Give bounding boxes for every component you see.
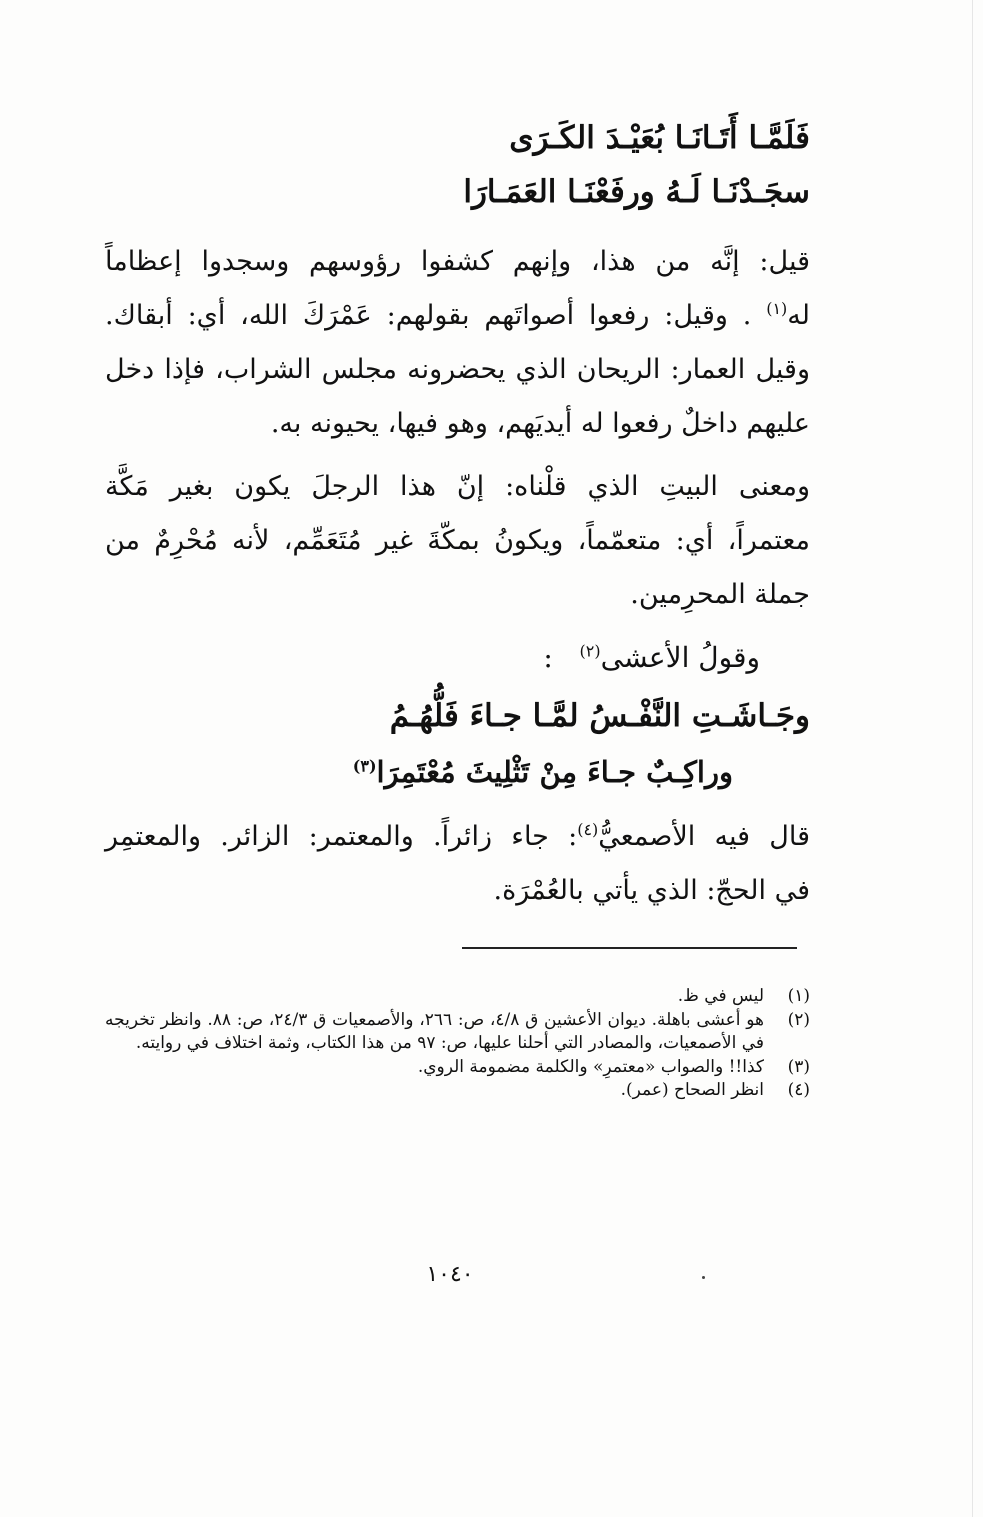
verse-line: وجَـاشَـتِ النَّفْـسُ لمَّـا جـاءَ فَلُّهُـمُ	[389, 698, 810, 734]
verse-line: فَلَمَّـا أَتَـانَـا بُعَيْـدَ الكَـرَى	[509, 120, 810, 156]
scan-speck	[702, 1276, 705, 1279]
footnote-text: هو أعشى باهلة. ديوان الأعشين ق ٤/٨، ص: ٢٦٦، والأصمعيات ق ٢٤/٣، ص: ٨٨. وانظر تخريجه في الأصمعيات، والمصادر التي أحلنا عليها، ص: ٩٧ من هذا الكتاب، وثمة اختلاف في روايته.	[105, 1009, 765, 1053]
text-line	[105, 810, 810, 864]
verse-line	[353, 752, 733, 792]
scan-edge-line	[972, 0, 973, 1517]
footnote-number: (٢)	[787, 1009, 810, 1030]
paragraph-2	[105, 460, 810, 622]
paragraph-1	[105, 235, 810, 451]
verse-line: سجَـدْنَـا لَـهُ ورفَعْنَـا العَمَـارَا	[463, 174, 810, 210]
footnote-ref: (٣)	[352, 756, 377, 776]
footnote-item	[105, 1056, 810, 1080]
text-line: في الحجّ: الذي يأتي بالعُمْرَة.	[493, 875, 810, 906]
footnote-ref: (٤)	[577, 820, 599, 839]
text-line: قيل: إنَّه من هذا، وإنهم كشفوا رؤوسهم وسجدوا إعظاماً	[105, 246, 810, 277]
text-line: عليهم داخلٌ رفعوا له أيديَهم، وهو فيها، يحيونه به.	[270, 408, 810, 439]
text-fragment: وقولُ الأعشى	[600, 641, 760, 674]
text-fragment: وراكِـبٌ جـاءَ مِنْ تَثْلِيثَ مُعْتَمِرَا	[376, 755, 733, 789]
text-fragment: : جاء زائراً. والمعتمر: الزائر. والمعتمِر	[105, 821, 578, 852]
footnote-separator	[462, 947, 797, 949]
footnote-item	[105, 985, 810, 1009]
footnote-item	[105, 1079, 810, 1103]
text-line: جملة المحرِمين.	[630, 579, 810, 610]
text-line: معتمراً، أي: متعمّماً، ويكونُ بمكّةَ غير مُتَعَمِّم، لأنه مُحْرِمٌ من	[105, 525, 810, 556]
text-fragment: . وقيل: رفعوا أصواتَهم بقولهم: عَمْرَكَ الله، أي: أبقاك.	[105, 300, 752, 331]
footnote-number: (١)	[787, 986, 810, 1006]
footnote-number: (٤)	[787, 1080, 810, 1100]
footnote-item	[105, 1009, 810, 1056]
footnote-ref: (١)	[766, 299, 788, 318]
footnote-text: ليس في ظ.	[677, 986, 764, 1006]
footnote-ref: (٢)	[579, 641, 601, 661]
text-line: ومعنى البيتِ الذي قلْناه: إنّ هذا الرجلَ يكون بغير مَكَّة	[105, 471, 810, 502]
page-number: ١٠٤٠	[426, 1262, 474, 1287]
text-line: وقيل العمار: الريحان الذي يحضرونه مجلس الشراب، فإذا دخل	[105, 354, 810, 385]
text-fragment: :	[543, 641, 553, 674]
footnotes	[105, 985, 810, 1103]
footnote-number: (٣)	[787, 1056, 810, 1077]
text-line	[105, 289, 810, 343]
footnote-text: انظر الصحاح (عمر).	[620, 1080, 764, 1100]
quote-intro	[543, 638, 760, 678]
text-fragment: قال فيه الأصمعيُّ	[598, 821, 810, 852]
footnote-text: كذا!! والصواب «معتمرِ» والكلمة مضمومة الروي.	[417, 1056, 764, 1077]
text-fragment: له	[787, 300, 810, 331]
paragraph-3	[105, 810, 810, 918]
